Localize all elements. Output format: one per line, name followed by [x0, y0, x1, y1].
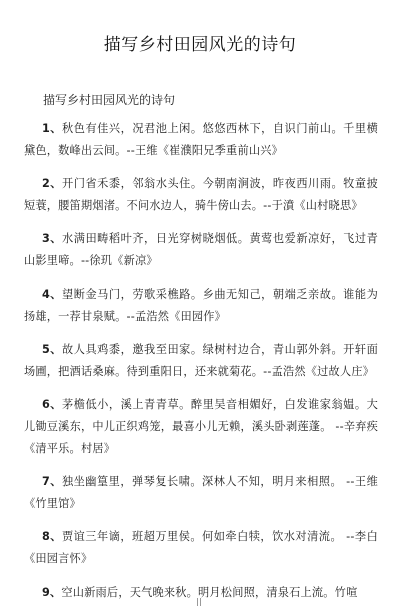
poem-item	[24, 228, 378, 272]
poem-item	[24, 526, 378, 570]
poem-text: 望断金马门，劳歌采樵路。乡曲无知己，朝端乏亲故。谁能为扬雄，一荐甘泉赋。--孟浩然《田园作》	[24, 287, 378, 323]
poem-text: 开门省禾黍，邻翁水头住。今朝南涧波，昨夜西川雨。牧童披短蓑，腰笛期烟渚。不问水边人，骑牛傍山去。--于濆《山村晓思》	[24, 177, 378, 213]
poem-text: 故人具鸡黍，邀我至田家。绿树村边合，青山郭外斜。开轩面场圃，把酒话桑麻。待到重阳日，还来就菊花。--孟浩然《过故人庄》	[24, 342, 378, 378]
poem-number: 5、	[42, 342, 63, 356]
poem-text: 独坐幽篁里，弹琴复长啸。深林人不知，明月来相照。 --王维《竹里馆》	[24, 475, 378, 511]
poem-text: 茅檐低小，溪上青青草。醉里吴音相媚好，白发谁家翁媪。大儿锄豆溪东，中儿正织鸡笼，最喜小儿无赖，溪头卧剥莲蓬。 --辛弃疾《清平乐。村居》	[24, 397, 378, 455]
poem-item	[24, 339, 378, 383]
page-marker-icon	[197, 598, 201, 606]
poem-text: 贾谊三年谪，班超万里侯。何如牵白犊，饮水对清流。 --李白《田园言怀》	[24, 530, 378, 566]
section-heading: 描写乡村田园风光的诗句	[43, 93, 176, 107]
poem-item	[24, 173, 378, 217]
poem-item	[24, 394, 378, 460]
poem-number: 6、	[42, 397, 63, 411]
poem-text: 水满田畴稻叶齐，日光穿树晓烟低。黄莺也爱新凉好，飞过青山影里啼。--徐玑《新凉》	[24, 232, 378, 268]
poem-number: 9、	[42, 585, 62, 599]
poem-item	[24, 118, 378, 162]
poem-number: 2、	[42, 177, 63, 191]
poem-item	[24, 582, 378, 604]
poem-item	[24, 471, 378, 515]
poem-number: 8、	[42, 530, 62, 544]
poem-number: 1、	[42, 122, 63, 135]
document-title: 描写乡村田园风光的诗句	[103, 35, 297, 55]
poem-number: 4、	[42, 287, 63, 301]
poem-number: 7、	[42, 475, 62, 489]
poem-list	[24, 118, 378, 613]
poem-text: 秋色有佳兴，况君池上闲。悠悠西林下，自识门前山。千里横黛色，数峰出云间。--王维《崔濮阳兄季重前山兴》	[24, 122, 378, 157]
poem-text: 空山新雨后，天气晚来秋。明月松间照，清泉石上流。竹喧	[61, 585, 358, 599]
poem-number: 3、	[42, 232, 63, 246]
poem-item	[24, 284, 378, 328]
